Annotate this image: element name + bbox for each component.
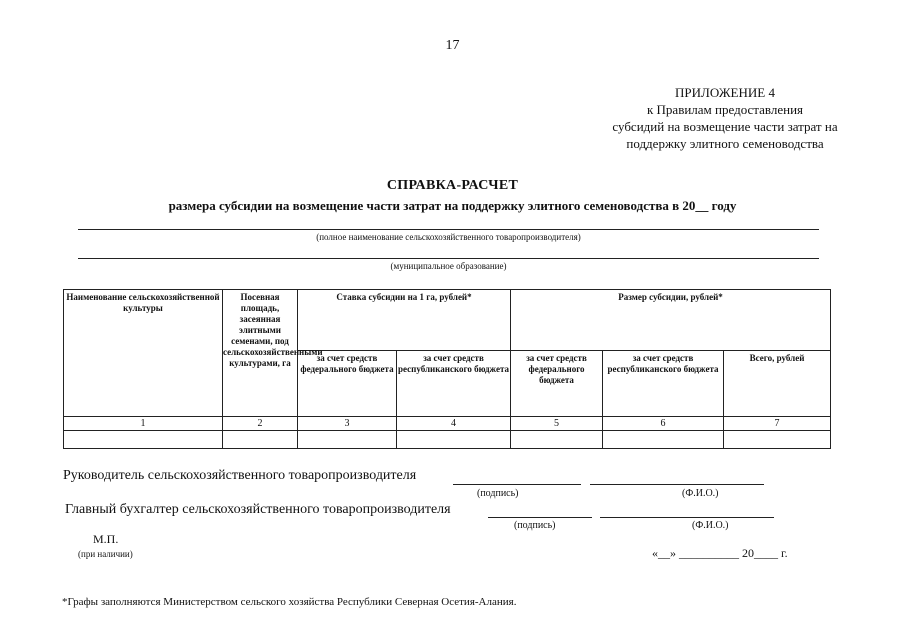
- accountant-name-line: [600, 517, 774, 518]
- header-size-group: Размер субсидии, рублей*: [511, 290, 831, 351]
- column-number: 5: [511, 417, 603, 431]
- subsidy-table: [63, 289, 831, 449]
- head-name-line: [590, 484, 764, 485]
- header-area: Посевная площадь, засеянная элитными семенами, под сельскохозяйственными культурами, га: [223, 290, 298, 417]
- table-cell: [64, 431, 223, 449]
- accountant-signature-caption: (подпись): [514, 520, 556, 531]
- date-line: «__» __________ 20____ г.: [652, 546, 788, 560]
- table-cell: [223, 431, 298, 449]
- appendix-header: [560, 84, 890, 152]
- column-number: 2: [223, 417, 298, 431]
- header-rate-republic: за счет средств республиканского бюджета: [397, 351, 511, 417]
- table-cell: [298, 431, 397, 449]
- accountant-name-caption: (Ф.И.О.): [692, 520, 729, 531]
- document-subtitle: размера субсидии на возмещение части затрат на поддержку элитного семеноводства в 20__ году: [168, 198, 737, 213]
- column-number: 1: [64, 417, 223, 431]
- accountant-label: Главный бухгалтер сельскохозяйственного товаропроизводителя: [65, 502, 451, 517]
- document-title: СПРАВКА-РАСЧЕТ: [386, 178, 519, 193]
- table-row: [64, 431, 831, 449]
- appendix-line-1: к Правилам предоставления: [646, 102, 804, 117]
- municipality-caption: (муниципальное образование): [390, 261, 507, 271]
- column-number: 6: [603, 417, 724, 431]
- table-cell: [603, 431, 724, 449]
- header-rate-federal: за счет средств федерального бюджета: [298, 351, 397, 417]
- stamp-note: (при наличии): [78, 549, 133, 559]
- appendix-title: ПРИЛОЖЕНИЕ 4: [675, 85, 775, 100]
- table-cell: [724, 431, 831, 449]
- stamp-label: М.П.: [93, 532, 119, 546]
- page-number: 17: [445, 38, 460, 53]
- municipality-line: [78, 258, 819, 259]
- producer-caption: (полное наименование сельскохозяйственного товаропроизводителя): [316, 232, 581, 242]
- table-cell: [397, 431, 511, 449]
- producer-name-line: [78, 229, 819, 230]
- header-size-republic: за счет средств республиканского бюджета: [603, 351, 724, 417]
- accountant-signature-line: [488, 517, 592, 518]
- head-signature-line: [453, 484, 581, 485]
- header-rate-group: Ставка субсидии на 1 га, рублей*: [298, 290, 511, 351]
- footnote: *Графы заполняются Министерством сельского хозяйства Республики Северная Осетия-Алания.: [62, 596, 517, 608]
- column-number-row: [64, 417, 831, 431]
- column-number: 7: [724, 417, 831, 431]
- table-cell: [511, 431, 603, 449]
- header-size-total: Всего, рублей: [724, 351, 831, 417]
- appendix-line-3: поддержку элитного семеноводства: [626, 136, 824, 151]
- head-signature-caption: (подпись): [477, 488, 519, 499]
- header-crop: Наименование сельскохозяйственной культуры: [64, 290, 223, 417]
- column-number: 3: [298, 417, 397, 431]
- head-label: Руководитель сельскохозяйственного товаропроизводителя: [63, 468, 417, 483]
- column-number: 4: [397, 417, 511, 431]
- header-size-federal: за счет средств федерального бюджета: [511, 351, 603, 417]
- head-name-caption: (Ф.И.О.): [682, 488, 719, 499]
- appendix-line-2: субсидий на возмещение части затрат на: [612, 119, 838, 134]
